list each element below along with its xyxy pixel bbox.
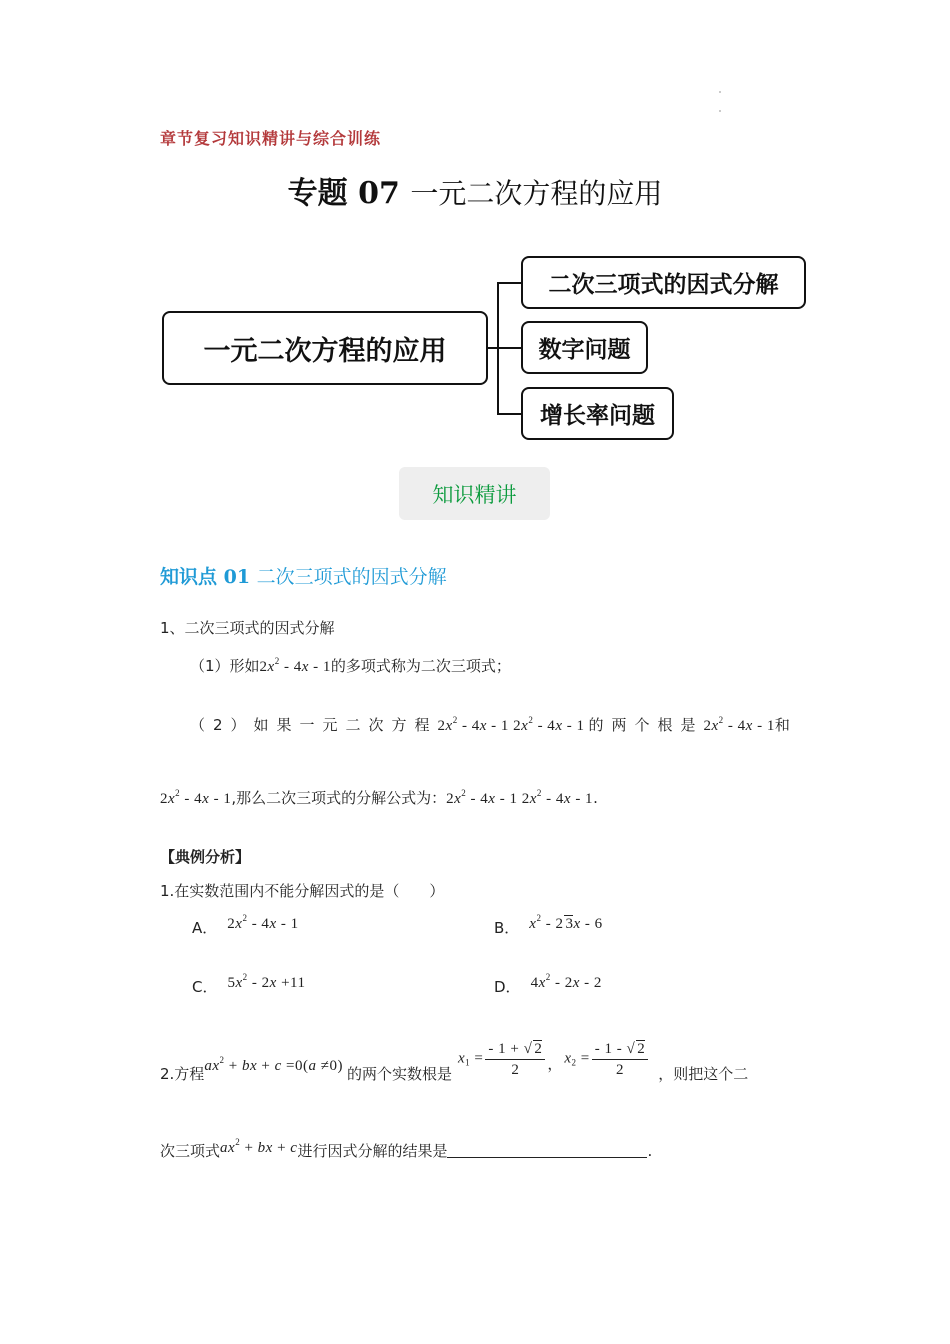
title-main: 一元二次方程的应用 (410, 177, 663, 210)
formula: $2x^2 - 4x - 1$ (227, 913, 299, 932)
mindmap-child-growth-rate: 增长率问题 (521, 387, 674, 440)
text: 进行因式分解的结果是 (297, 1142, 448, 1160)
question-2-line-1 (160, 1034, 748, 1084)
option-label: D． (494, 978, 521, 996)
formula: $2x^2 - 4x - 1$ (703, 715, 775, 734)
text: （1）形如 (190, 657, 260, 675)
paragraph-2 (190, 714, 790, 735)
formula: $2x^2 - 4x - 1$ (160, 788, 232, 807)
knowledge-point-heading (160, 562, 447, 589)
text: 次三项式 (160, 1142, 221, 1160)
formula: $5x^2 - 2x +11$ (227, 972, 306, 991)
formula: $x^2 - 2$ 3x - 6 (529, 913, 603, 932)
kp-prefix: 知识点 01 (160, 566, 257, 588)
mindmap-child-factorization: 二次三项式的因式分解 (521, 256, 806, 309)
mindmap-connector (497, 347, 522, 349)
option-label: C． (192, 978, 218, 996)
header-tag: 章节复习知识精讲与综合训练 (160, 129, 382, 148)
paragraph-1 (190, 655, 511, 676)
corner-dot (719, 110, 721, 112)
option-d[interactable] (494, 972, 602, 997)
option-b[interactable] (494, 913, 603, 938)
formula: $ax^2$ + bx + c =0(a ≠0) (204, 1055, 343, 1074)
mindmap-connector (497, 282, 522, 284)
text: （2）如果一元二次方程 (190, 716, 438, 734)
question-1: 1.在实数范围内不能分解因式的是（ ） (160, 882, 445, 900)
text: 的两个根是 (588, 716, 704, 734)
kp-title: 二次三项式的因式分解 (256, 566, 447, 588)
text: ，则把这个二 (658, 1064, 749, 1083)
option-label: B． (494, 919, 520, 937)
mindmap-child-number-problem: 数字问题 (521, 321, 648, 374)
text: . (593, 789, 598, 807)
question-2-line-2 (160, 1137, 653, 1161)
root-x1: $x_1$ = $\frac{- 1 + √ 2}{2}$ (458, 1040, 547, 1078)
section-badge: 知识精讲 (399, 467, 550, 520)
formula: $2x^2 - 4x - 1$ $2x^2 - 4x - 1$ (437, 715, 585, 734)
option-a[interactable] (192, 913, 299, 938)
text: 2.方程 (160, 1064, 205, 1083)
formula: $2x^2 - 4x - 1$ $2x^2 - 4x - 1$ (446, 788, 594, 807)
answer-blank[interactable] (447, 1143, 647, 1158)
option-label: A． (192, 919, 218, 937)
option-c[interactable] (192, 972, 306, 997)
mindmap-connector (497, 413, 522, 415)
text: . (647, 1142, 653, 1160)
paragraph-3 (160, 787, 598, 808)
text: 和 (774, 716, 790, 734)
formula: $2x^2 - 4x - 1$ (259, 656, 331, 675)
text: 的两个实数根是 (346, 1064, 452, 1083)
title-prefix: 专题 07 (287, 176, 411, 211)
mindmap-root: 一元二次方程的应用 (162, 311, 488, 385)
text: ， (547, 1054, 563, 1073)
corner-dot (719, 91, 721, 93)
text: 的多项式称为二次三项式； (330, 657, 511, 675)
formula: $ax^2$ + bx + c (220, 1137, 298, 1156)
formula: $4x^2 - 2x - 2$ (530, 972, 602, 991)
text: ,那么二次三项式的分解公式为： (231, 789, 447, 807)
example-heading: 【典例分析】 (160, 848, 251, 866)
page-title (0, 168, 950, 212)
root-x2: $x_2$ = $\frac{- 1 - √ 2}{2}$ (564, 1040, 650, 1078)
subsection-heading: 1、二次三项式的因式分解 (160, 619, 335, 637)
